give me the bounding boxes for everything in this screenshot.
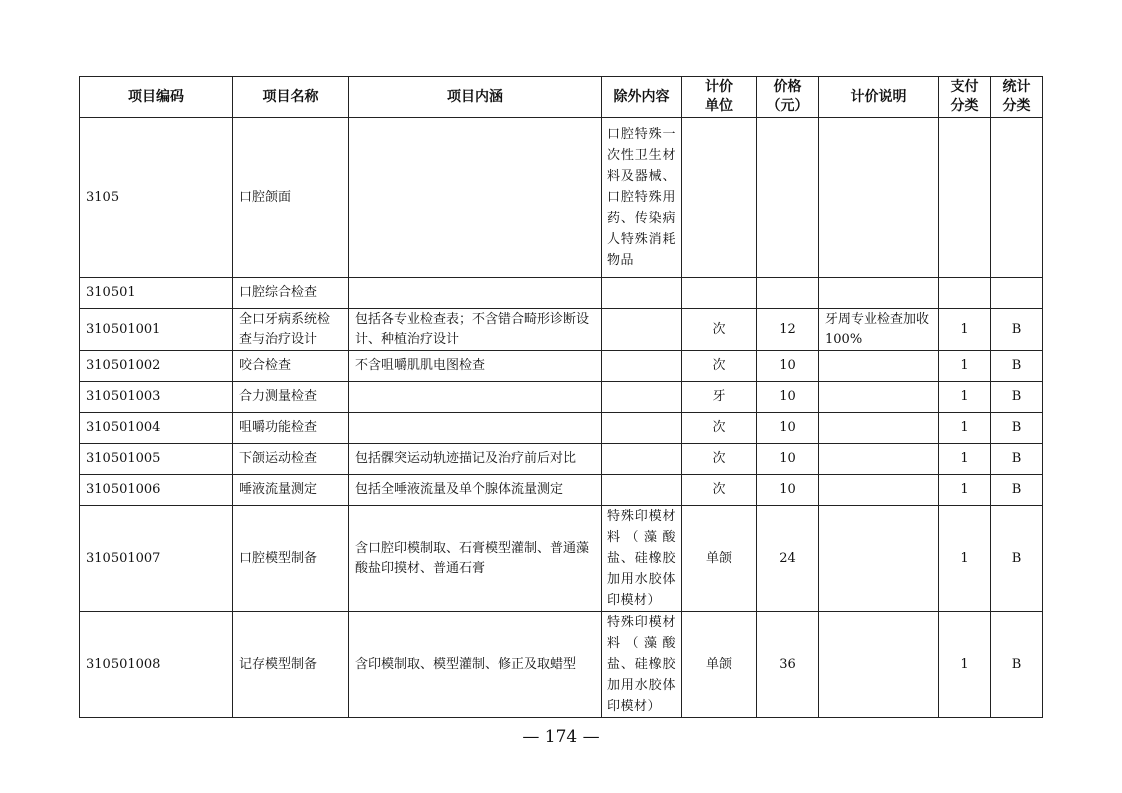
cell-content: [349, 118, 602, 278]
cell-stat: B: [991, 413, 1043, 444]
cell-unit: 牙: [682, 382, 757, 413]
header-stat-line1: 统计: [1002, 79, 1031, 95]
cell-code: 310501007: [80, 506, 233, 612]
cell-price: 24: [757, 506, 819, 612]
cell-name: 记存模型制备: [233, 612, 349, 718]
fee-schedule-table: [79, 76, 1043, 718]
cell-code: 310501008: [80, 612, 233, 718]
cell-name: 唾液流量测定: [233, 475, 349, 506]
cell-stat: B: [991, 309, 1043, 351]
header-exclude: 除外内容: [602, 77, 682, 118]
cell-content: [349, 382, 602, 413]
table-row: [80, 278, 1043, 309]
cell-name: 咀嚼功能检查: [233, 413, 349, 444]
cell-name: 口腔综合检查: [233, 278, 349, 309]
cell-unit: 单颌: [682, 612, 757, 718]
cell-pay: 1: [939, 475, 991, 506]
cell-stat: [991, 118, 1043, 278]
cell-pay: [939, 278, 991, 309]
cell-exclude: 特殊印模材料（藻酸盐、硅橡胶加用水胶体印模材）: [602, 612, 682, 718]
header-price-line1: 价格: [773, 79, 802, 95]
cell-name: 全口牙病系统检查与治疗设计: [233, 309, 349, 351]
cell-exclude: [602, 413, 682, 444]
cell-unit: [682, 118, 757, 278]
cell-price: 10: [757, 475, 819, 506]
cell-stat: [991, 278, 1043, 309]
cell-note: [819, 278, 939, 309]
cell-pay: 1: [939, 444, 991, 475]
cell-code: 3105: [80, 118, 233, 278]
table-row: [80, 351, 1043, 382]
cell-price: 10: [757, 444, 819, 475]
cell-note: [819, 444, 939, 475]
cell-unit: 单颌: [682, 506, 757, 612]
cell-content: [349, 413, 602, 444]
table-row: [80, 118, 1043, 278]
table-row: [80, 444, 1043, 475]
header-content: 项目内涵: [349, 77, 602, 118]
cell-exclude: [602, 382, 682, 413]
cell-pay: 1: [939, 382, 991, 413]
cell-exclude: 口腔特殊一次性卫生材料及器械、口腔特殊用药、传染病人特殊消耗物品: [602, 118, 682, 278]
cell-note: [819, 475, 939, 506]
cell-pay: 1: [939, 506, 991, 612]
cell-exclude: [602, 278, 682, 309]
cell-exclude: [602, 309, 682, 351]
table-row: [80, 475, 1043, 506]
cell-code: 310501002: [80, 351, 233, 382]
header-note: 计价说明: [819, 77, 939, 118]
header-pay-line1: 支付: [950, 79, 979, 95]
header-price-line2: （元）: [766, 98, 809, 114]
cell-note: [819, 118, 939, 278]
cell-price: 10: [757, 413, 819, 444]
table-row: [80, 309, 1043, 351]
cell-name: 下颌运动检查: [233, 444, 349, 475]
cell-name: 咬合检查: [233, 351, 349, 382]
table-row: [80, 506, 1043, 612]
cell-content: 包括髁突运动轨迹描记及治疗前后对比: [349, 444, 602, 475]
header-pay-line2: 分类: [950, 98, 979, 114]
cell-code: 310501005: [80, 444, 233, 475]
cell-unit: 次: [682, 351, 757, 382]
cell-note: [819, 351, 939, 382]
cell-stat: B: [991, 444, 1043, 475]
header-name: 项目名称: [233, 77, 349, 118]
cell-note: [819, 382, 939, 413]
cell-content: 含口腔印模制取、石膏模型灌制、普通藻酸盐印摸材、普通石膏: [349, 506, 602, 612]
cell-exclude: 特殊印模材料（藻酸盐、硅橡胶加用水胶体印模材）: [602, 506, 682, 612]
cell-note: [819, 506, 939, 612]
cell-stat: B: [991, 351, 1043, 382]
cell-pay: [939, 118, 991, 278]
cell-unit: [682, 278, 757, 309]
cell-content: 包括各专业检查表；不含错合畸形诊断设计、种植治疗设计: [349, 309, 602, 351]
cell-stat: B: [991, 475, 1043, 506]
table-row: [80, 382, 1043, 413]
cell-code: 310501001: [80, 309, 233, 351]
header-code: 项目编码: [80, 77, 233, 118]
cell-price: [757, 118, 819, 278]
cell-price: [757, 278, 819, 309]
cell-pay: 1: [939, 309, 991, 351]
cell-name: 口腔模型制备: [233, 506, 349, 612]
header-unit: [682, 77, 757, 118]
cell-pay: 1: [939, 351, 991, 382]
cell-exclude: [602, 351, 682, 382]
cell-price: 12: [757, 309, 819, 351]
header-stat: [991, 77, 1043, 118]
cell-exclude: [602, 475, 682, 506]
cell-name: 合力测量检查: [233, 382, 349, 413]
cell-note: 牙周专业检查加收100%: [819, 309, 939, 351]
cell-stat: B: [991, 506, 1043, 612]
cell-price: 10: [757, 382, 819, 413]
cell-price: 36: [757, 612, 819, 718]
page-number: — 174 —: [522, 727, 600, 747]
header-unit-line2: 单位: [705, 98, 733, 114]
table-row: [80, 612, 1043, 718]
header-price: [757, 77, 819, 118]
cell-code: 310501003: [80, 382, 233, 413]
cell-code: 310501004: [80, 413, 233, 444]
cell-content: 包括全唾液流量及单个腺体流量测定: [349, 475, 602, 506]
cell-code: 310501: [80, 278, 233, 309]
cell-note: [819, 612, 939, 718]
table-header-row: [80, 77, 1043, 118]
cell-pay: 1: [939, 612, 991, 718]
cell-code: 310501006: [80, 475, 233, 506]
cell-content: 含印模制取、模型灌制、修正及取蜡型: [349, 612, 602, 718]
cell-unit: 次: [682, 413, 757, 444]
header-stat-line2: 分类: [1002, 98, 1031, 114]
cell-stat: B: [991, 612, 1043, 718]
cell-exclude: [602, 444, 682, 475]
cell-stat: B: [991, 382, 1043, 413]
cell-unit: 次: [682, 309, 757, 351]
header-pay: [939, 77, 991, 118]
cell-unit: 次: [682, 475, 757, 506]
header-unit-line1: 计价: [705, 79, 733, 95]
cell-price: 10: [757, 351, 819, 382]
cell-content: [349, 278, 602, 309]
cell-unit: 次: [682, 444, 757, 475]
cell-name: 口腔颌面: [233, 118, 349, 278]
cell-pay: 1: [939, 413, 991, 444]
table-row: [80, 413, 1043, 444]
cell-content: 不含咀嚼肌肌电图检查: [349, 351, 602, 382]
cell-note: [819, 413, 939, 444]
